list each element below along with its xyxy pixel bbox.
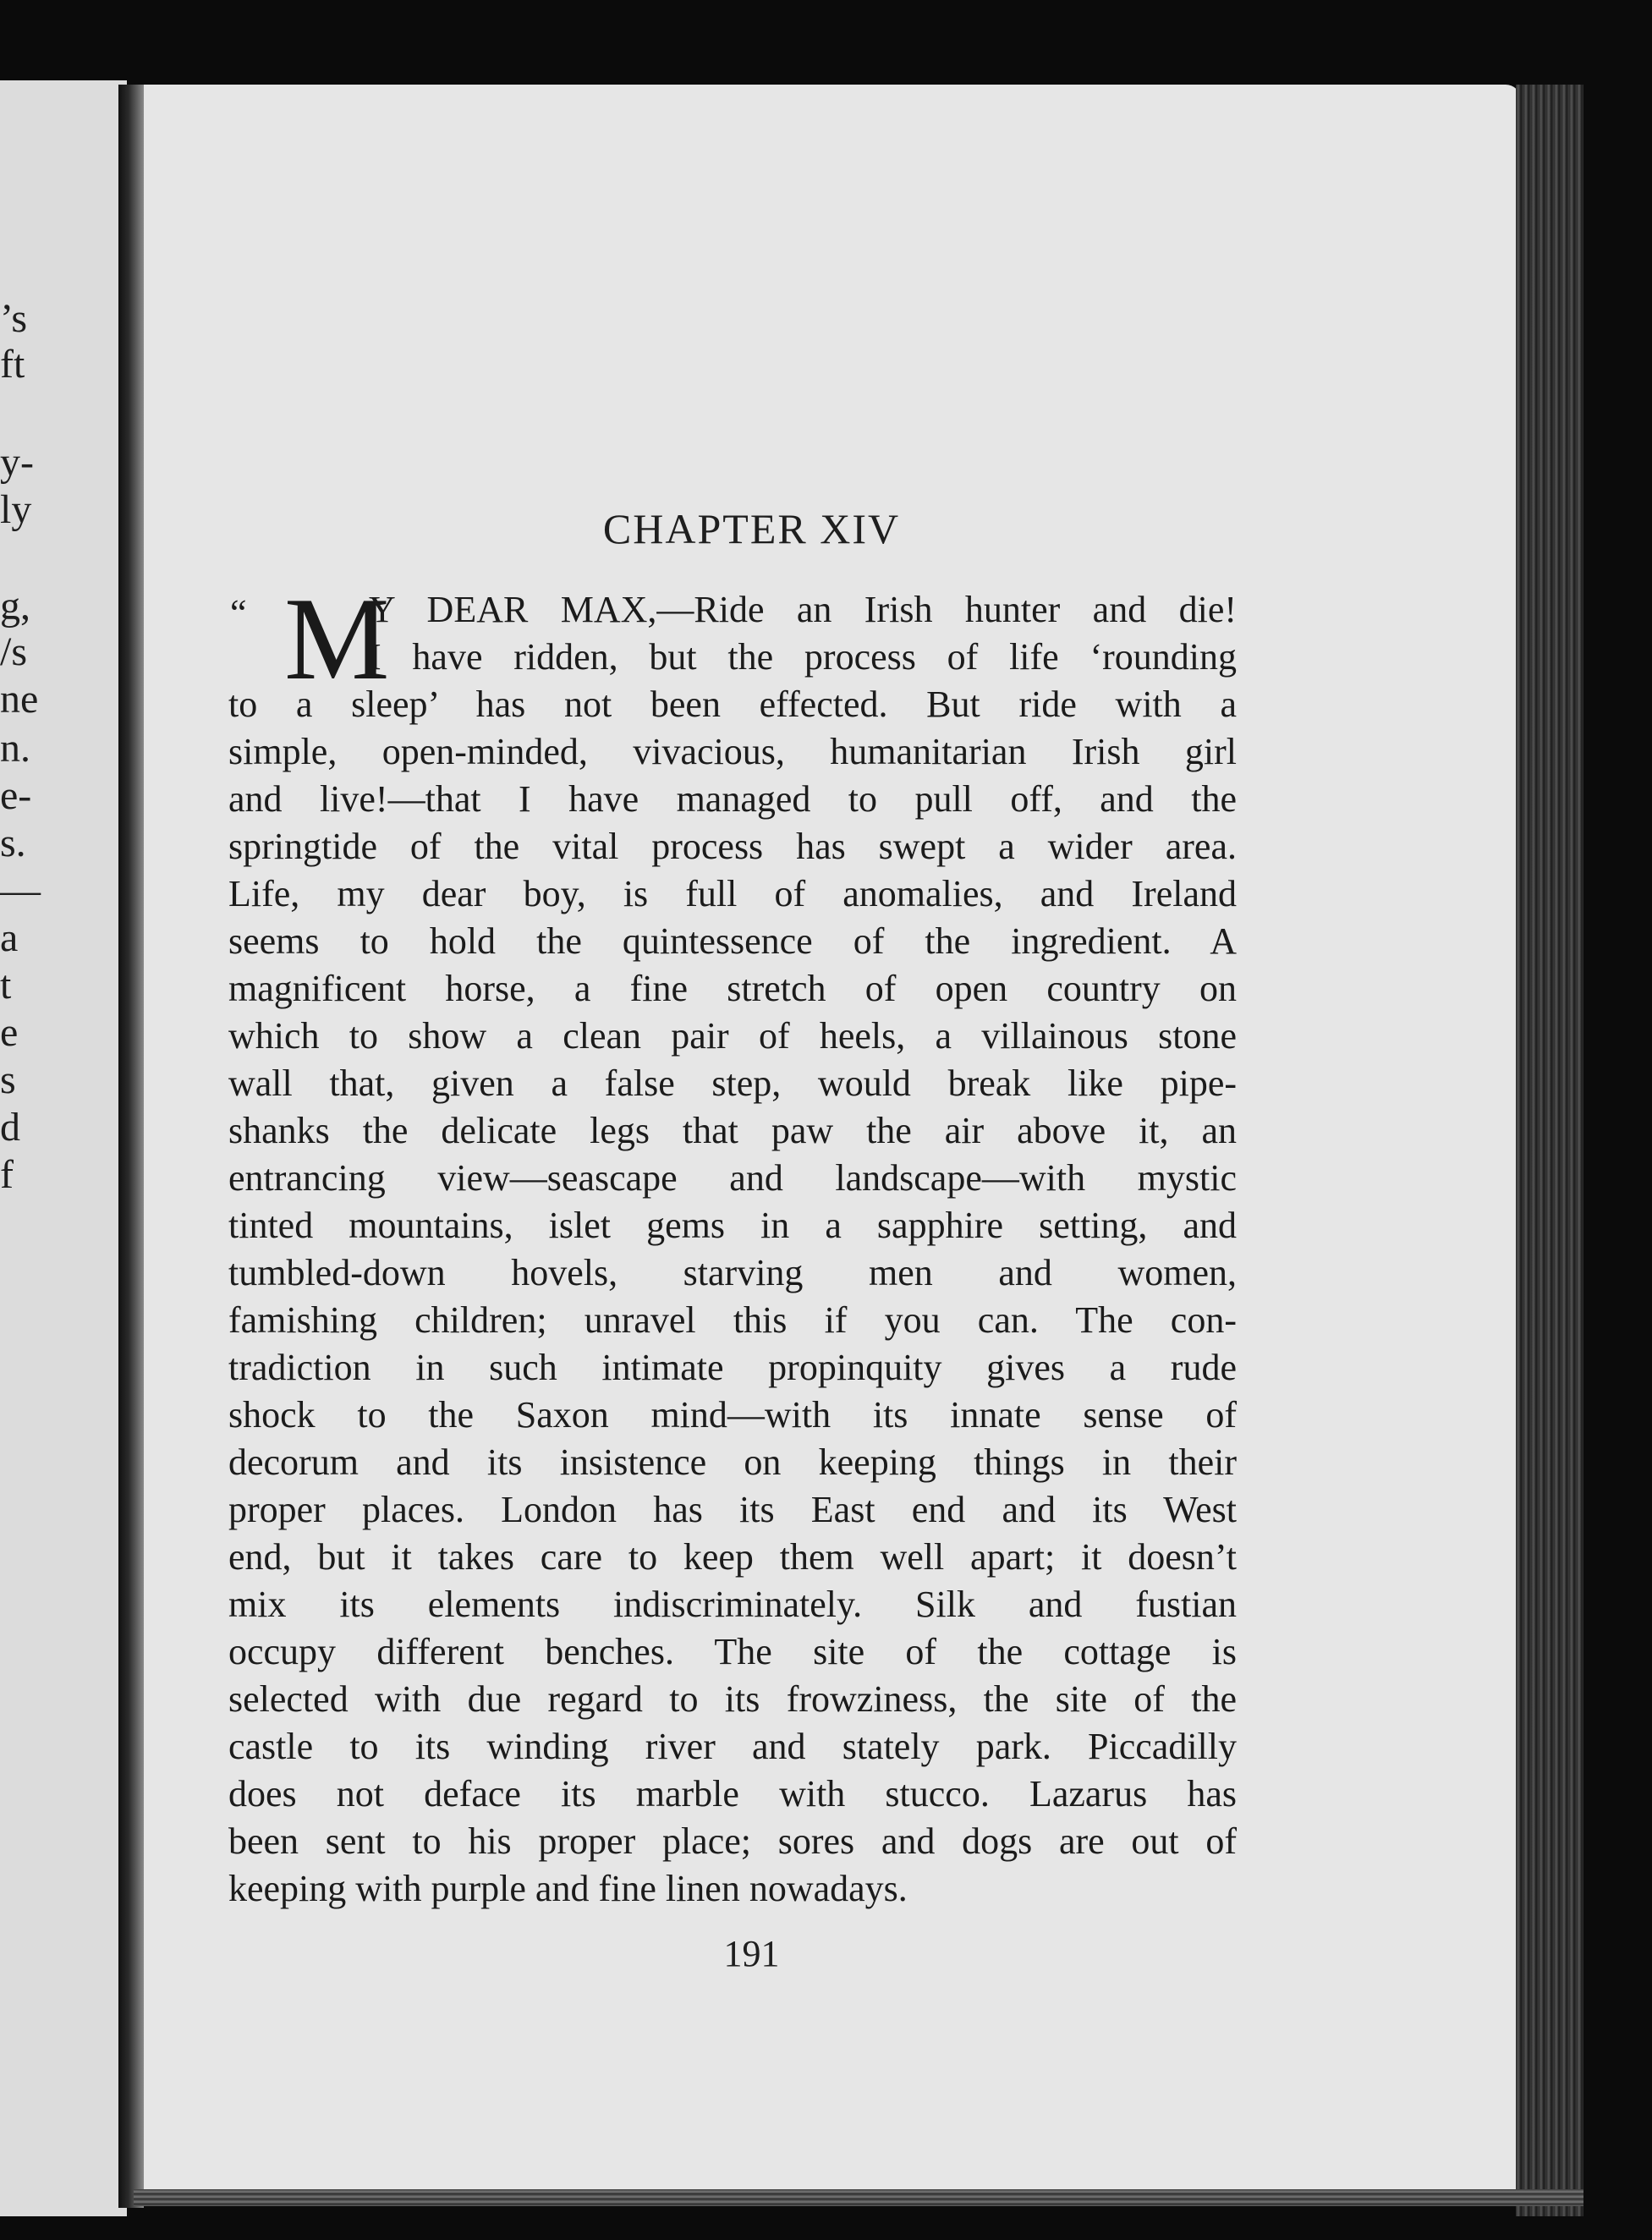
text-line: which to show a clean pair of heels, a villainous stone	[228, 1015, 1237, 1057]
text-line: simple, open-minded, vivacious, humanitarian Irish girl	[228, 731, 1237, 772]
text-line: and live!—that I have managed to pull off, and the	[228, 778, 1237, 820]
text-line: magnificent horse, a fine stretch of open country on	[228, 968, 1237, 1009]
previous-page-fragment: t	[0, 963, 12, 1007]
previous-page-fragment: ne	[0, 677, 39, 722]
text-line: selected with due regard to its frowziness, the site of the	[228, 1678, 1237, 1720]
text-line: end, but it takes care to keep them well apart; it doesn’t	[228, 1536, 1237, 1578]
text-line: mix its elements indiscriminately. Silk and fustian	[228, 1584, 1237, 1625]
text-line: seems to hold the quintessence of the ingredient. A	[228, 920, 1237, 962]
text-line: keeping with purple and fine linen nowadays.	[228, 1868, 908, 1909]
text-line: entrancing view—seascape and landscape—with mystic	[228, 1157, 1237, 1199]
text-line: famishing children; unravel this if you can. The con-	[228, 1299, 1237, 1341]
text-line: to a sleep’ has not been effected. But ride with a	[228, 684, 1237, 725]
opening-quote-mark: “	[230, 592, 247, 634]
previous-page-fragment: ft	[0, 342, 25, 387]
chapter-title: CHAPTER XIV	[602, 505, 901, 552]
page-edges-bottom	[134, 2189, 1583, 2206]
previous-page-fragment: e-	[0, 773, 32, 818]
text-line: springtide of the vital process has swept a wider area.	[228, 826, 1237, 867]
text-line: occupy different benches. The site of the cottage is	[228, 1631, 1237, 1672]
text-line: Life, my dear boy, is full of anomalies, and Ireland	[228, 873, 1237, 914]
previous-page-fragment: a	[0, 915, 19, 960]
previous-page-fragment: g,	[0, 584, 30, 629]
text-line: decorum and its insistence on keeping things in their	[228, 1441, 1237, 1483]
text-line: shanks the delicate legs that paw the air above it, an	[228, 1110, 1237, 1151]
text-line: I have ridden, but the process of life ‘rounding	[369, 636, 1237, 678]
previous-page-fragment: y-	[0, 440, 34, 485]
text-line: tradiction in such intimate propinquity gives a rude	[228, 1347, 1237, 1388]
drop-cap-initial: M	[284, 574, 390, 705]
previous-page-fragment: n.	[0, 726, 30, 771]
text-line: shock to the Saxon mind—with its innate sense of	[228, 1394, 1237, 1436]
previous-page-fragment: s	[0, 1057, 16, 1102]
text-line: been sent to his proper place; sores and dogs are out of	[228, 1820, 1237, 1862]
previous-page-fragment: d	[0, 1105, 20, 1150]
text-line: does not deface its marble with stucco. Lazarus has	[228, 1773, 1237, 1815]
chapter-body-text	[228, 574, 1237, 1913]
previous-page-fragment: ly	[0, 487, 32, 532]
previous-page-fragment: s.	[0, 821, 26, 865]
text-line: tumbled-down hovels, starving men and women,	[228, 1252, 1237, 1293]
page-number: 191	[723, 1933, 780, 1974]
previous-page-edge	[0, 80, 127, 2216]
text-line: proper places. London has its East end and its West	[228, 1489, 1237, 1530]
previous-page-fragment: e	[0, 1010, 19, 1055]
book-gutter	[118, 85, 144, 2208]
previous-page-fragment: —	[0, 868, 41, 913]
text-line: tinted mountains, islet gems in a sapphire setting, and	[228, 1205, 1237, 1246]
text-line: Y DEAR MAX,—Ride an Irish hunter and die!	[369, 589, 1237, 630]
text-line: wall that, given a false step, would break like pipe-	[228, 1062, 1237, 1104]
page-edges-right	[1516, 85, 1583, 2216]
text-line: castle to its winding river and stately park. Piccadilly	[228, 1726, 1237, 1767]
previous-page-fragment: ’s	[0, 296, 28, 341]
previous-page-fragment: /s	[0, 629, 28, 674]
previous-page-fragment: f	[0, 1152, 14, 1197]
